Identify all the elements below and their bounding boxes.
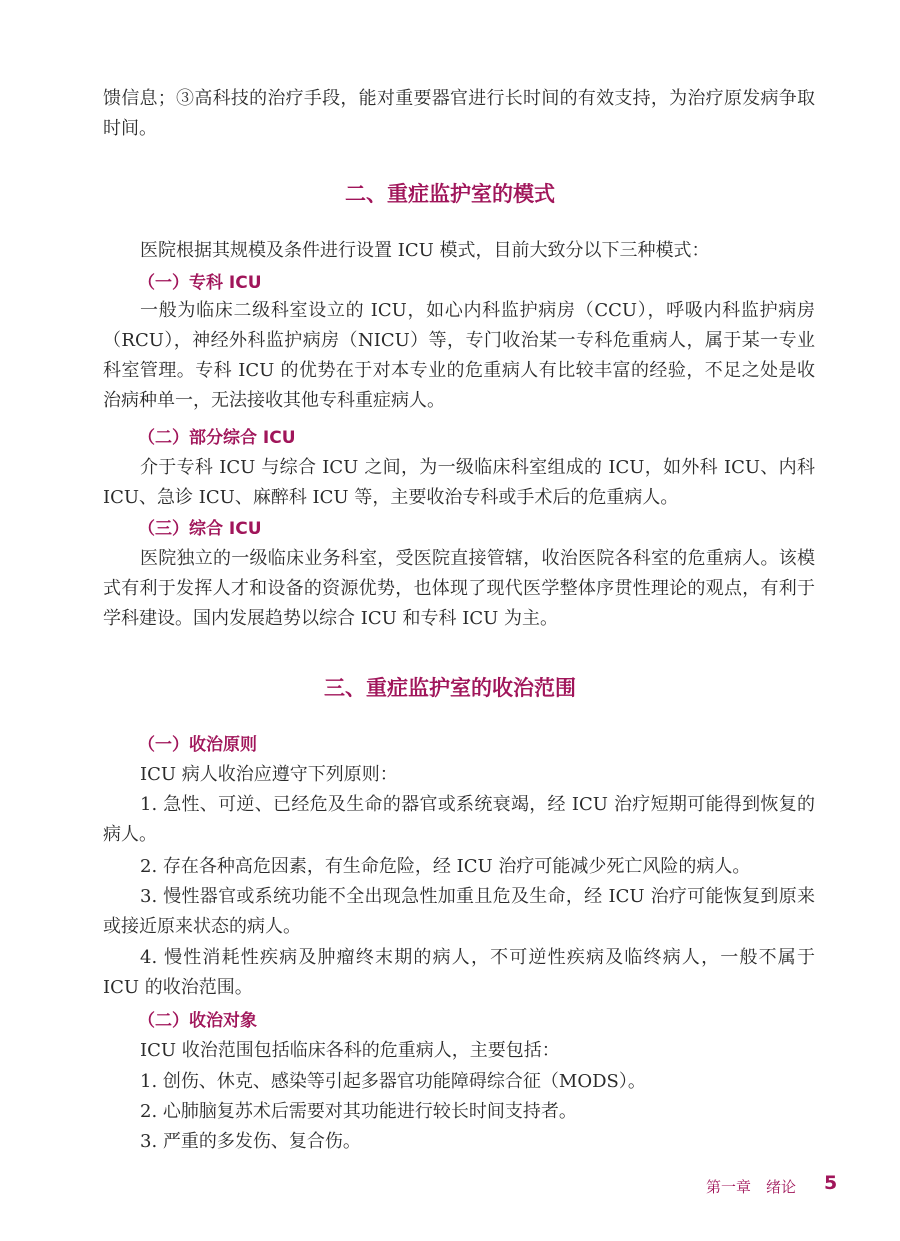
principle-item: 1. 急性、可逆、已经危及生命的器官或系统衰竭，经 ICU 治疗短期可能得到恢复的病人。 bbox=[103, 794, 815, 845]
section-3-sub-2-intro: ICU 收治范围包括临床各科的危重病人，主要包括： bbox=[140, 1040, 560, 1061]
section-2-sub-3-paragraph: 医院独立的一级临床业务科室，受医院直接管辖，收治医院各科室的危重病人。该模式有利于发挥人才和设备的资源优势，也体现了现代医学整体序贯性理论的观点，有利于学科建设。国内发展趋势以综合 ICU 和专科 ICU 为主。 bbox=[103, 548, 815, 629]
target-item: 2. 心肺脑复苏术后需要对其功能进行较长时间支持者。 bbox=[140, 1101, 577, 1122]
footer-chapter-label: 第一章 绪论 bbox=[706, 1178, 797, 1196]
target-item: 1. 创伤、休克、感染等引起多器官功能障碍综合征（MODS）。 bbox=[140, 1071, 646, 1092]
intro-continuation-paragraph: 馈信息；③高科技的治疗手段，能对重要器官进行长时间的有效支持，为治疗原发病争取时间。 bbox=[103, 88, 815, 139]
section-2-sub-2-heading: （二）部分综合 ICU bbox=[138, 428, 296, 448]
target-item: 3. 严重的多发伤、复合伤。 bbox=[140, 1131, 361, 1152]
principle-item: 4. 慢性消耗性疾病及肿瘤终末期的病人，不可逆性疾病及临终病人，一般不属于 ICU 的收治范围。 bbox=[103, 947, 815, 998]
section-3-sub-1-intro: ICU 病人收治应遵守下列原则： bbox=[140, 764, 398, 785]
section-2-sub-2-paragraph: 介于专科 ICU 与综合 ICU 之间，为一级临床科室组成的 ICU，如外科 ICU、内科 ICU、急诊 ICU、麻醉科 ICU 等，主要收治专科或手术后的危重病人。 bbox=[103, 457, 815, 508]
section-3-heading: 三、重症监护室的收治范围 bbox=[324, 676, 576, 700]
section-2-sub-1-heading: （一）专科 ICU bbox=[138, 273, 262, 293]
principle-item: 2. 存在各种高危因素，有生命危险，经 ICU 治疗可能减少死亡风险的病人。 bbox=[140, 856, 751, 877]
section-2-intro: 医院根据其规模及条件进行设置 ICU 模式，目前大致分以下三种模式： bbox=[140, 240, 710, 261]
principle-item: 3. 慢性器官或系统功能不全出现急性加重且危及生命，经 ICU 治疗可能恢复到原来或接近原来状态的病人。 bbox=[103, 886, 815, 937]
section-2-sub-1-paragraph: 一般为临床二级科室设立的 ICU，如心内科监护病房（CCU），呼吸内科监护病房（RCU），神经外科监护病房（NICU）等，专门收治某一专科危重病人，属于某一专业科室管理。专科 ICU 的优势在于对本专业的危重病人有比较丰富的经验，不足之处是收治病种单一，无法接收其他专科重症病人。 bbox=[103, 300, 815, 411]
section-3-sub-1-heading: （一）收治原则 bbox=[138, 735, 257, 755]
section-2-sub-3-heading: （三）综合 ICU bbox=[138, 519, 262, 539]
section-2-heading: 二、重症监护室的模式 bbox=[345, 182, 555, 206]
section-3-sub-2-heading: （二）收治对象 bbox=[138, 1011, 257, 1031]
page-number: 5 bbox=[824, 1172, 838, 1194]
